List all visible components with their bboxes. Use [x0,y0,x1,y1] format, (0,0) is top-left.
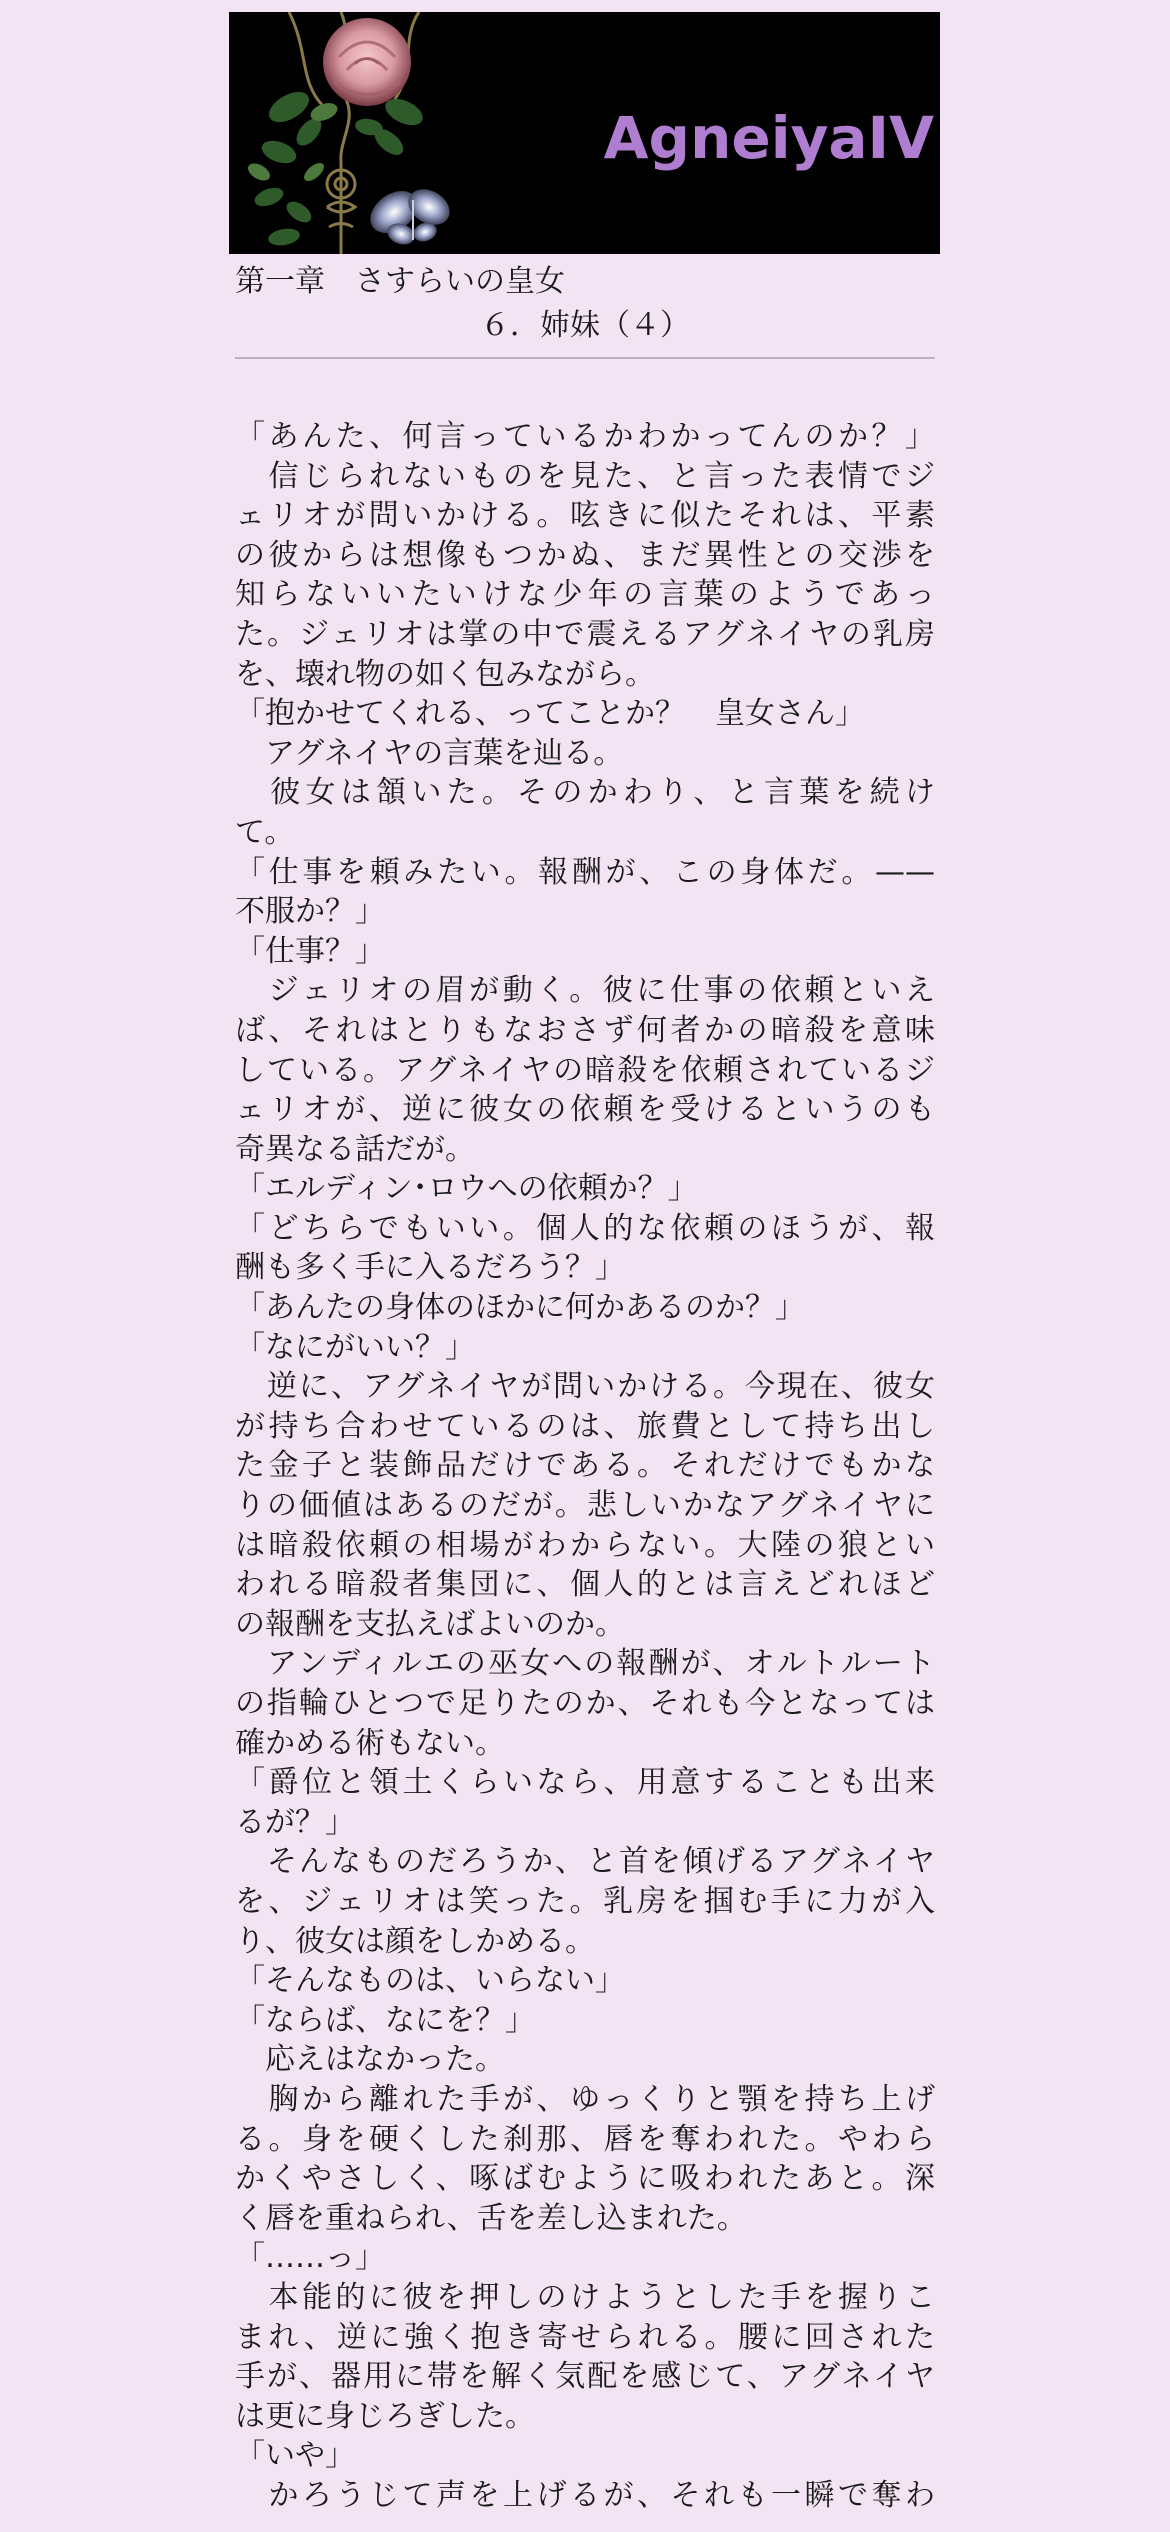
text-line: 応えはなかった。 [235,2042,505,2078]
text-line: ェリオが、逆に彼女の依頼を受けるというのも [235,1092,935,1128]
text-line: 奇異なる話だが。 [235,1131,475,1167]
text-line: アグネイヤの言葉を辿る。 [235,735,624,771]
text-line: 手が、器用に帯を解く気配を感じて、アグネイヤ [235,2359,935,2395]
text-line: の彼からは想像もつかぬ、まだ異性との交渉を [235,537,935,573]
text-line: そんなものだろうか、と首を傾げるアグネイヤ [235,1844,935,1880]
rose-icon [323,18,411,106]
text-line: 「エルディン･ロウへの依頼か？」 [235,1171,698,1207]
text-line: 知らないいたいけな少年の言葉のようであっ [235,577,935,613]
text-line: している。アグネイヤの暗殺を依頼されているジ [235,1052,935,1088]
text-line: 胸から離れた手が、ゆっくりと顎を持ち上げ [235,2081,935,2117]
text-line: を、ジェリオは笑った。乳房を掴む手に力が入 [235,1883,935,1919]
text-line: 不服か？」 [235,894,385,930]
text-line: 本能的に彼を押しのけようとした手を握りこ [235,2279,935,2315]
text-line: 「あんた、何言っているかわかってんのか？」 [235,419,935,454]
text-line: 「ならば、なにを？」 [235,2002,535,2038]
text-line: る。身を硬くした刹那、唇を奪われた。やわら [235,2121,935,2157]
text-line: り、彼女は顔をしかめる。 [235,1923,595,1959]
text-line: の報酬を支払えばよいのか。 [235,1606,625,1642]
text-line: りの価値はあるのだが。悲しいかなアグネイヤに [235,1488,935,1524]
text-line: アンディルエの巫女への報酬が、オルトルート [235,1646,935,1682]
text-line: を、壊れ物の如く包みながら。 [235,656,655,692]
text-line: 確かめる術もない。 [235,1725,505,1761]
text-line: 「仕事を頼みたい。報酬が、この身体だ。—— [235,854,935,890]
text-line: 酬も多く手に入るだろう？」 [235,1250,625,1286]
section-heading: ６．姉妹（４） [480,308,690,343]
text-line: ェリオが問いかける。呟きに似たそれは、平素 [235,498,935,534]
text-line: て。 [235,814,295,850]
text-line: 「……っ」 [235,2240,385,2276]
text-line: 「抱かせてくれる、ってことか？ 皇女さん」 [235,696,865,732]
text-line: かろうじて声を上げるが、それも一瞬で奪わ [235,2477,935,2513]
text-line: 「爵位と領土くらいなら、用意することも出来 [235,1765,935,1801]
site-banner [229,12,940,254]
butterfly-icon [362,182,456,248]
page [229,0,941,2515]
chapter-heading: 第一章 さすらいの皇女 [235,264,565,299]
novel-text [229,417,935,2515]
text-line: 「仕事？」 [235,933,385,969]
text-line: の指輪ひとつで足りたのか、それも今となっては [235,1686,935,1721]
text-line: 「なにがいい？」 [235,1329,475,1365]
divider [235,357,935,359]
text-line: た金子と装飾品だけである。それだけでもかな [235,1448,935,1484]
text-line: 信じられないものを見た、と言った表情でジ [235,458,935,494]
text-line: は暗殺依頼の相場がわからない。大陸の狼とい [235,1527,935,1563]
text-line: 彼女は頷いた。そのかわり、と言葉を続け [235,775,935,811]
text-line: ジェリオの眉が動く。彼に仕事の依頼といえ [235,973,935,1009]
text-line: 「いや」 [235,2438,355,2474]
site-title: AgneiyaIV [603,104,934,172]
text-line: は更に身じろぎした。 [235,2398,535,2434]
rose-butterfly-illustration [229,12,469,254]
text-line: 「どちらでもいい。個人的な依頼のほうが、報 [235,1210,935,1246]
text-line: 「そんなものは、いらない」 [235,1963,625,1999]
text-line: ば、それはとりもなおさず何者かの暗殺を意味 [235,1012,935,1048]
text-line: た。ジェリオは掌の中で震えるアグネイヤの乳房 [235,616,935,652]
text-line: かくやさしく、啄ばむように吸われたあと。深 [235,2161,935,2197]
text-line: 「あんたの身体のほかに何かあるのか？」 [235,1290,805,1326]
text-line: が持ち合わせているのは、旅費として持ち出し [235,1408,935,1444]
text-line: まれ、逆に強く抱き寄せられる。腰に回された [235,2319,935,2355]
text-line: われる暗殺者集団に、個人的とは言えどれほど [235,1567,935,1603]
text-line: 逆に、アグネイヤが問いかける。今現在、彼女 [235,1369,935,1405]
text-line: く唇を重ねられ、舌を差し込まれた。 [235,2200,747,2236]
text-line: るが？」 [235,1804,355,1840]
